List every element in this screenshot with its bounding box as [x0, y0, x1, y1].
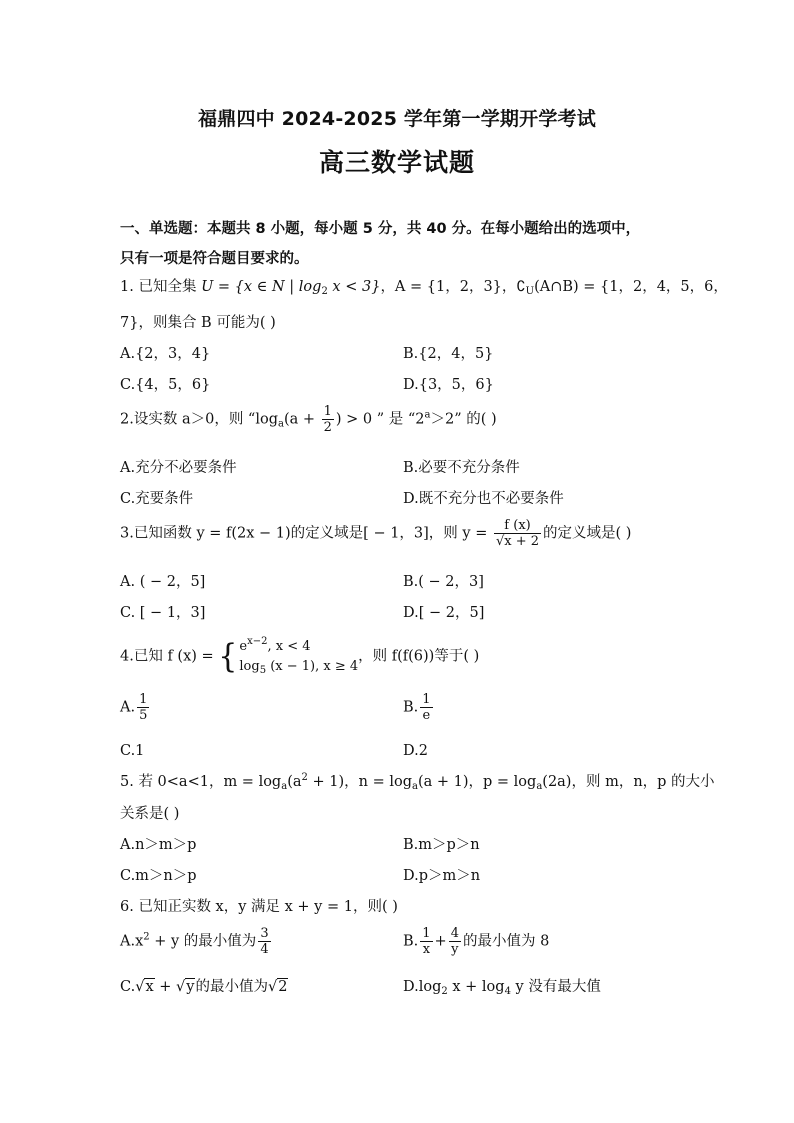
- q5-part-5: (2a)，则 m，n，p 的大小: [542, 774, 715, 790]
- q1-option-d: D.{3，5，6}: [403, 377, 494, 393]
- q4-case-1-tail: , x < 4: [267, 639, 311, 654]
- q5-stem-line-2: 关系是( ): [120, 806, 180, 822]
- q5-sub-1: a: [281, 781, 288, 792]
- q4-stem: [120, 632, 479, 681]
- q1-rest-tail: (A∩B) = {1，2，4，5，6，: [534, 279, 728, 295]
- q5-sup-1: 2: [301, 772, 308, 783]
- q1-stem-line-1: [120, 275, 728, 297]
- section-line-2: 只有一项是符合题目要求的。: [120, 251, 309, 267]
- q1-rest-sub: U: [525, 286, 535, 297]
- q3-option-d: D.[ − 2，5]: [403, 605, 485, 621]
- q1-set-u-tail: x < 3}: [327, 279, 381, 295]
- q6-stem: 6. 已知正实数 x，y 满足 x + y = 1，则( ): [120, 899, 398, 915]
- q4-option-d: D.2: [403, 743, 428, 759]
- q3-fraction: [494, 518, 541, 549]
- q3-option-c: C. [ − 1，3]: [120, 605, 206, 621]
- q5-stem-line-1: [120, 770, 715, 792]
- q6-b-num-2: 4: [450, 926, 459, 941]
- q4-brace-glyph: {: [218, 637, 238, 676]
- q6-a-mid: + y 的最小值为: [149, 933, 257, 950]
- q4-option-a-prefix: A.: [120, 699, 136, 716]
- q3-option-a: A. ( − 2，5]: [120, 574, 206, 590]
- q3-frac-den: √x + 2: [495, 534, 540, 549]
- q6-c-radicand-2: y: [186, 979, 195, 995]
- q6-c-radicand-3: 2: [278, 979, 288, 995]
- q4-a-num: 1: [139, 692, 148, 707]
- q5-option-c: C.m＞n＞p: [120, 868, 197, 884]
- q6-d-sub-1: 2: [441, 986, 448, 997]
- q3-tail: 的定义域是( ): [543, 525, 632, 542]
- q4-case-1-sup: x−2: [247, 636, 268, 647]
- q2-mid: (a +: [283, 411, 320, 428]
- section-line-1: 一、单选题：本题共 8 小题，每小题 5 分，共 40 分。在每小题给出的选项中，: [120, 221, 641, 237]
- q4-option-a: [120, 692, 151, 723]
- q4-case-1: [239, 632, 358, 657]
- q6-b-tail: 的最小值为 8: [462, 933, 550, 950]
- q1-set-u-sub: 2: [321, 286, 328, 297]
- q6-a-fraction: [258, 926, 270, 957]
- q4-cases: [239, 632, 358, 681]
- exam-title: 福鼎四中 2024-2025 学年第一学期开学考试: [198, 108, 596, 130]
- q6-b-den-2: y: [451, 942, 459, 957]
- q5-option-b: B.m＞p＞n: [403, 837, 480, 853]
- q5-part-2: (a: [287, 774, 302, 790]
- q4-b-num: 1: [422, 692, 431, 707]
- q1-option-b: B.{2，4，5}: [403, 346, 494, 362]
- q4-case-2: [239, 657, 358, 681]
- q6-b-fraction-2: [449, 926, 461, 957]
- q6-c-pre: C.: [120, 979, 136, 995]
- sqrt-sign-glyph: √: [135, 979, 145, 995]
- q2-stem: [120, 404, 497, 435]
- q2-sup: a: [424, 409, 431, 421]
- q2-lead: 2.设实数 a＞0，则 “log: [120, 411, 278, 428]
- q6-a-num: 3: [260, 926, 269, 941]
- q6-option-c: [120, 975, 288, 996]
- q6-a-pre: A.x: [120, 933, 144, 950]
- section-instructions: [120, 214, 680, 274]
- q6-a-den: 4: [260, 942, 269, 957]
- q6-d-mid: x + log: [447, 979, 505, 995]
- q5-part-1: 5. 若 0<a<1，m = log: [120, 774, 282, 790]
- sqrt-sign-glyph: √: [267, 979, 278, 995]
- q5-part-4: (a + 1)，p = log: [417, 774, 537, 790]
- q1-set-u: U = {x ∈ N | log: [201, 279, 322, 295]
- q2-end: ＞2” 的( ): [430, 411, 497, 428]
- q4-case-2-base: log: [239, 659, 260, 674]
- q6-c-mid: 的最小值为: [195, 979, 268, 995]
- q3-lead: 3.已知函数 y = f(2x − 1)的定义域是[ − 1，3]，则 y =: [120, 525, 492, 542]
- q5-sub-2: a: [411, 781, 418, 792]
- q1-option-a: A.{2，3，4}: [120, 346, 211, 362]
- q6-d-sub-2: 4: [504, 986, 511, 997]
- exam-subtitle: 高三数学试题: [318, 148, 475, 177]
- q6-option-a: [120, 926, 273, 957]
- q4-option-c: C.1: [120, 743, 145, 759]
- q1-rest: ，A = {1，2，3}，∁: [380, 279, 526, 295]
- q4-case-1-base: e: [239, 639, 248, 654]
- sqrt-sign-glyph: √: [176, 979, 186, 995]
- q6-a-sup: 2: [143, 931, 150, 943]
- q2-tail: ) > 0 ” 是 “2: [335, 411, 425, 428]
- q4-option-a-fraction: [137, 692, 149, 723]
- q4-option-b-prefix: B.: [403, 699, 419, 716]
- q1-stem-line-2: 7}，则集合 B 可能为( ): [120, 315, 276, 331]
- q2-frac-den: 2: [323, 420, 332, 435]
- q6-d-pre: D.log: [403, 979, 442, 995]
- q2-option-a: A.充分不必要条件: [120, 460, 237, 476]
- q2-sub: a: [277, 418, 284, 430]
- q4-case-2-tail: (x − 1), x ≥ 4: [266, 659, 359, 674]
- q2-option-b: B.必要不充分条件: [403, 460, 520, 476]
- q2-frac-num: 1: [323, 404, 332, 419]
- q5-option-d: D.p＞m＞n: [403, 868, 481, 884]
- q6-b-plus: +: [434, 933, 447, 950]
- q4-case-2-sub: 5: [259, 665, 267, 676]
- q6-option-b: [403, 926, 549, 957]
- q6-b-num-1: 1: [422, 926, 431, 941]
- q3-option-b: B.( − 2，3]: [403, 574, 484, 590]
- q4-b-den: e: [422, 708, 431, 723]
- q5-part-3: + 1)，n = log: [307, 774, 412, 790]
- q6-b-pre: B.: [403, 933, 419, 950]
- q4-lead: 4.已知 f (x) =: [120, 648, 219, 665]
- q1-lead: 1. 已知全集: [120, 279, 202, 295]
- q3-stem: [120, 518, 631, 549]
- q6-b-den-1: x: [422, 942, 431, 957]
- q6-b-fraction-1: [420, 926, 432, 957]
- q3-frac-num: f (x): [494, 518, 541, 534]
- q5-sub-3: a: [536, 781, 543, 792]
- q6-c-radicand-1: x: [145, 979, 154, 995]
- q4-option-b: [403, 692, 435, 723]
- q5-option-a: A.n＞m＞p: [120, 837, 197, 853]
- q2-option-d: D.既不充分也不必要条件: [403, 491, 564, 507]
- q6-d-tail: y 没有最大值: [510, 979, 601, 995]
- q6-c-plus: +: [154, 979, 176, 995]
- q4-tail: ，则 f(f(6))等于( ): [358, 648, 480, 665]
- q2-option-c: C.充要条件: [120, 491, 194, 507]
- q1-option-c: C.{4，5，6}: [120, 377, 211, 393]
- q6-option-d: [403, 975, 601, 997]
- q2-fraction: [322, 404, 334, 435]
- q4-option-b-fraction: [420, 692, 432, 723]
- q4-a-den: 5: [139, 708, 148, 723]
